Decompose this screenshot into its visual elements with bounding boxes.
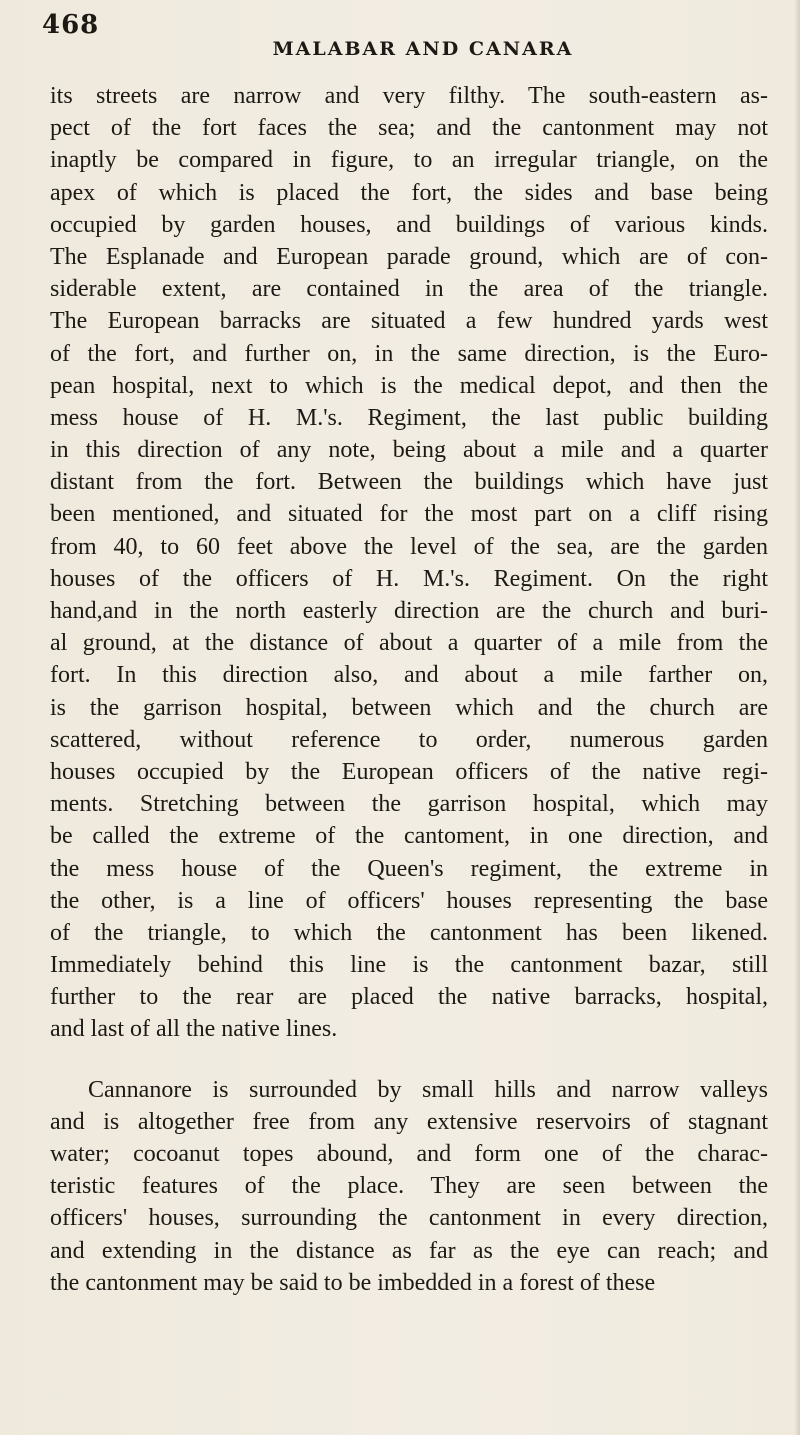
text-line: officers' houses, surrounding the cantonment in every direction,: [50, 1205, 768, 1232]
body-text: [50, 80, 768, 1299]
text-line: the cantonment may be said to be imbedded in a forest of these: [50, 1269, 656, 1296]
text-line: is the garrison hospital, between which and the church are: [50, 694, 768, 721]
text-line: water; cocoanut topes abound, and form one of the charac-: [50, 1141, 768, 1167]
paragraph: [50, 80, 768, 1046]
text-line: occupied by garden houses, and buildings of various kinds.: [50, 211, 768, 238]
text-line: teristic features of the place. They are seen between the: [50, 1173, 768, 1200]
page-number: 468: [42, 10, 100, 40]
text-line: The Esplanade and European parade ground, which are of con-: [50, 243, 768, 270]
text-line: Immediately behind this line is the cantonment bazar, still: [50, 952, 768, 979]
text-line: houses of the officers of H. M.'s. Regiment. On the right: [50, 565, 768, 592]
text-line: from 40, to 60 feet above the level of the sea, are the garden: [50, 533, 768, 560]
text-line: houses occupied by the European officers of the native regi-: [50, 758, 768, 785]
text-line: be called the extreme of the cantoment, in one direction, and: [50, 823, 768, 850]
text-line: and extending in the distance as far as the eye can reach; and: [50, 1237, 768, 1264]
text-line: ments. Stretching between the garrison hospital, which may: [50, 791, 768, 818]
text-line: Cannanore is surrounded by small hills and narrow valleys: [88, 1076, 768, 1103]
page-header: [42, 10, 762, 60]
text-line: of the fort, and further on, in the same direction, is the Euro-: [50, 340, 768, 367]
text-line: the mess house of the Queen's regiment, the extreme in: [50, 855, 768, 882]
text-line: pean hospital, next to which is the medical depot, and then the: [50, 372, 768, 399]
text-line: mess house of H. M.'s. Regiment, the last public building: [50, 404, 768, 431]
text-line: siderable extent, are contained in the area of the triangle.: [50, 276, 768, 303]
text-line: the other, is a line of officers' houses representing the base: [50, 887, 768, 914]
text-line: distant from the fort. Between the buildings which have just: [50, 469, 768, 496]
text-line: al ground, at the distance of about a quarter of a mile from the: [50, 630, 768, 657]
text-line: and last of all the native lines.: [50, 1016, 338, 1043]
text-line: scattered, without reference to order, numerous garden: [50, 726, 768, 753]
text-line: been mentioned, and situated for the most part on a cliff rising: [50, 501, 768, 528]
paragraph-gap: [50, 1046, 768, 1074]
paragraph: [50, 1074, 768, 1299]
page-edge-shadow: [794, 0, 800, 1435]
text-line: hand,and in the north easterly direction are the church and buri-: [50, 598, 768, 624]
text-line: in this direction of any note, being about a mile and a quarter: [50, 437, 768, 464]
text-line: its streets are narrow and very filthy. The south-eastern as-: [50, 83, 768, 109]
text-line: of the triangle, to which the cantonment has been likened.: [50, 919, 768, 946]
text-line: and is altogether free from any extensive reservoirs of stagnant: [50, 1108, 768, 1135]
running-head: MALABAR AND CANARA: [272, 38, 574, 60]
text-line: The European barracks are situated a few hundred yards west: [50, 308, 768, 335]
text-line: pect of the fort faces the sea; and the cantonment may not: [50, 115, 768, 142]
text-line: further to the rear are placed the native barracks, hospital,: [50, 984, 768, 1011]
text-line: fort. In this direction also, and about a mile farther on,: [50, 662, 768, 689]
text-line: inaptly be compared in figure, to an irregular triangle, on the: [50, 147, 768, 174]
text-line: apex of which is placed the fort, the sides and base being: [50, 179, 768, 206]
